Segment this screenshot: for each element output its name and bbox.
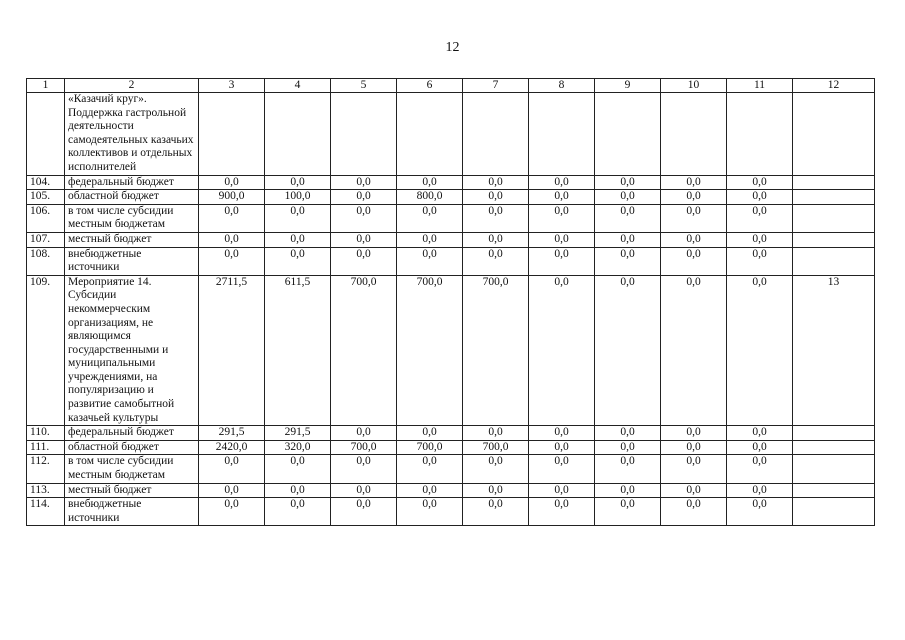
table-row	[27, 190, 875, 205]
value-cell-col-8: 0,0	[529, 426, 595, 441]
column-header-10: 10	[661, 79, 727, 93]
value-cell-col-11: 0,0	[727, 275, 793, 426]
column-header-4: 4	[265, 79, 331, 93]
column-header-11: 11	[727, 79, 793, 93]
value-cell-col-12	[793, 483, 875, 498]
value-cell-col-4: 291,5	[265, 426, 331, 441]
value-cell-col-10: 0,0	[661, 204, 727, 232]
row-label: внебюджетные источники	[65, 498, 199, 526]
value-cell-col-4: 0,0	[265, 204, 331, 232]
value-cell-col-4: 0,0	[265, 498, 331, 526]
value-cell-col-10: 0,0	[661, 440, 727, 455]
value-cell-col-3: 0,0	[199, 455, 265, 483]
value-cell-col-10: 0,0	[661, 190, 727, 205]
value-cell-col-9: 0,0	[595, 455, 661, 483]
value-cell-col-12	[793, 498, 875, 526]
value-cell-col-11: 0,0	[727, 247, 793, 275]
value-cell-col-5: 0,0	[331, 190, 397, 205]
value-cell-col-7: 0,0	[463, 455, 529, 483]
value-cell-col-11: 0,0	[727, 175, 793, 190]
row-number: 104.	[27, 175, 65, 190]
value-cell-col-9: 0,0	[595, 204, 661, 232]
value-cell-col-4	[265, 93, 331, 176]
value-cell-col-3: 0,0	[199, 247, 265, 275]
value-cell-col-5: 700,0	[331, 275, 397, 426]
value-cell-col-8: 0,0	[529, 440, 595, 455]
value-cell-col-8: 0,0	[529, 204, 595, 232]
value-cell-col-3	[199, 93, 265, 176]
value-cell-col-3: 0,0	[199, 232, 265, 247]
value-cell-col-12	[793, 204, 875, 232]
column-header-12: 12	[793, 79, 875, 93]
value-cell-col-8: 0,0	[529, 232, 595, 247]
value-cell-col-4: 100,0	[265, 190, 331, 205]
value-cell-col-8: 0,0	[529, 498, 595, 526]
value-cell-col-12	[793, 426, 875, 441]
value-cell-col-3: 0,0	[199, 498, 265, 526]
row-label: в том числе субсидии местным бюджетам	[65, 455, 199, 483]
row-number: 105.	[27, 190, 65, 205]
table-row	[27, 204, 875, 232]
value-cell-col-12: 13	[793, 275, 875, 426]
table-row	[27, 426, 875, 441]
value-cell-col-5: 0,0	[331, 498, 397, 526]
table-row	[27, 483, 875, 498]
row-number: 112.	[27, 455, 65, 483]
value-cell-col-12	[793, 175, 875, 190]
row-number: 108.	[27, 247, 65, 275]
value-cell-col-4: 0,0	[265, 247, 331, 275]
row-label: Мероприятие 14. Субсидии некоммерческим организациям, не являющимся государственными и муниципальными учреждениями, на популяризацию и развитие самобытной казачьей культуры	[65, 275, 199, 426]
value-cell-col-10: 0,0	[661, 247, 727, 275]
value-cell-col-3: 2711,5	[199, 275, 265, 426]
value-cell-col-6: 700,0	[397, 275, 463, 426]
value-cell-col-6: 0,0	[397, 455, 463, 483]
value-cell-col-6: 0,0	[397, 247, 463, 275]
value-cell-col-8: 0,0	[529, 483, 595, 498]
value-cell-col-4: 0,0	[265, 455, 331, 483]
table-row	[27, 247, 875, 275]
value-cell-col-3: 0,0	[199, 204, 265, 232]
value-cell-col-9	[595, 93, 661, 176]
value-cell-col-7: 700,0	[463, 275, 529, 426]
value-cell-col-10	[661, 93, 727, 176]
value-cell-col-12	[793, 247, 875, 275]
value-cell-col-4: 320,0	[265, 440, 331, 455]
value-cell-col-7: 0,0	[463, 204, 529, 232]
value-cell-col-7: 0,0	[463, 483, 529, 498]
column-header-5: 5	[331, 79, 397, 93]
value-cell-col-9: 0,0	[595, 275, 661, 426]
column-header-9: 9	[595, 79, 661, 93]
value-cell-col-5: 700,0	[331, 440, 397, 455]
value-cell-col-4: 611,5	[265, 275, 331, 426]
value-cell-col-5: 0,0	[331, 232, 397, 247]
row-label: местный бюджет	[65, 232, 199, 247]
value-cell-col-3: 0,0	[199, 175, 265, 190]
value-cell-col-10: 0,0	[661, 426, 727, 441]
value-cell-col-10: 0,0	[661, 275, 727, 426]
value-cell-col-6: 0,0	[397, 232, 463, 247]
value-cell-col-9: 0,0	[595, 232, 661, 247]
value-cell-col-3: 2420,0	[199, 440, 265, 455]
page-number: 12	[445, 40, 460, 55]
row-label: внебюджетные источники	[65, 247, 199, 275]
column-header-2: 2	[65, 79, 199, 93]
table-row	[27, 175, 875, 190]
value-cell-col-7: 0,0	[463, 498, 529, 526]
column-header-1: 1	[27, 79, 65, 93]
table-row	[27, 275, 875, 426]
value-cell-col-9: 0,0	[595, 426, 661, 441]
value-cell-col-5: 0,0	[331, 455, 397, 483]
value-cell-col-10: 0,0	[661, 498, 727, 526]
value-cell-col-11: 0,0	[727, 440, 793, 455]
value-cell-col-12	[793, 232, 875, 247]
table-row	[27, 232, 875, 247]
value-cell-col-8: 0,0	[529, 190, 595, 205]
value-cell-col-11: 0,0	[727, 455, 793, 483]
value-cell-col-6: 0,0	[397, 175, 463, 190]
column-header-3: 3	[199, 79, 265, 93]
column-header-6: 6	[397, 79, 463, 93]
value-cell-col-5: 0,0	[331, 204, 397, 232]
value-cell-col-7: 0,0	[463, 175, 529, 190]
value-cell-col-5	[331, 93, 397, 176]
row-number: 106.	[27, 204, 65, 232]
value-cell-col-9: 0,0	[595, 175, 661, 190]
value-cell-col-11: 0,0	[727, 190, 793, 205]
value-cell-col-5: 0,0	[331, 247, 397, 275]
value-cell-col-8: 0,0	[529, 175, 595, 190]
value-cell-col-10: 0,0	[661, 483, 727, 498]
row-label: местный бюджет	[65, 483, 199, 498]
table-body	[27, 93, 875, 526]
row-label: федеральный бюджет	[65, 175, 199, 190]
value-cell-col-10: 0,0	[661, 175, 727, 190]
value-cell-col-9: 0,0	[595, 247, 661, 275]
value-cell-col-7: 0,0	[463, 190, 529, 205]
row-label: областной бюджет	[65, 440, 199, 455]
value-cell-col-8	[529, 93, 595, 176]
table-row	[27, 440, 875, 455]
table-row	[27, 498, 875, 526]
value-cell-col-6: 0,0	[397, 204, 463, 232]
value-cell-col-12	[793, 440, 875, 455]
value-cell-col-4: 0,0	[265, 232, 331, 247]
value-cell-col-6: 800,0	[397, 190, 463, 205]
value-cell-col-11: 0,0	[727, 204, 793, 232]
value-cell-col-7: 0,0	[463, 232, 529, 247]
value-cell-col-4: 0,0	[265, 175, 331, 190]
row-label: федеральный бюджет	[65, 426, 199, 441]
header-row	[27, 79, 875, 93]
column-header-8: 8	[529, 79, 595, 93]
value-cell-col-3: 900,0	[199, 190, 265, 205]
value-cell-col-9: 0,0	[595, 483, 661, 498]
value-cell-col-10: 0,0	[661, 232, 727, 247]
row-number: 109.	[27, 275, 65, 426]
value-cell-col-8: 0,0	[529, 275, 595, 426]
row-label: «Казачий круг». Поддержка гастрольной деятельности самодеятельных казачьих коллективов и отдельных исполнителей	[65, 93, 199, 176]
value-cell-col-11: 0,0	[727, 483, 793, 498]
value-cell-col-3: 291,5	[199, 426, 265, 441]
value-cell-col-6: 700,0	[397, 440, 463, 455]
value-cell-col-12	[793, 93, 875, 176]
budget-table	[26, 78, 875, 526]
value-cell-col-7	[463, 93, 529, 176]
value-cell-col-11	[727, 93, 793, 176]
value-cell-col-5: 0,0	[331, 175, 397, 190]
value-cell-col-7: 0,0	[463, 247, 529, 275]
value-cell-col-8: 0,0	[529, 455, 595, 483]
table-header	[27, 79, 875, 93]
table-row	[27, 455, 875, 483]
value-cell-col-8: 0,0	[529, 247, 595, 275]
value-cell-col-3: 0,0	[199, 483, 265, 498]
value-cell-col-5: 0,0	[331, 483, 397, 498]
value-cell-col-7: 0,0	[463, 426, 529, 441]
value-cell-col-11: 0,0	[727, 426, 793, 441]
table-row	[27, 93, 875, 176]
value-cell-col-9: 0,0	[595, 440, 661, 455]
row-number	[27, 93, 65, 176]
row-label: в том числе субсидии местным бюджетам	[65, 204, 199, 232]
value-cell-col-6	[397, 93, 463, 176]
value-cell-col-12	[793, 190, 875, 205]
row-number: 113.	[27, 483, 65, 498]
value-cell-col-12	[793, 455, 875, 483]
value-cell-col-7: 700,0	[463, 440, 529, 455]
value-cell-col-11: 0,0	[727, 232, 793, 247]
value-cell-col-6: 0,0	[397, 426, 463, 441]
value-cell-col-6: 0,0	[397, 483, 463, 498]
row-number: 110.	[27, 426, 65, 441]
value-cell-col-4: 0,0	[265, 483, 331, 498]
value-cell-col-10: 0,0	[661, 455, 727, 483]
value-cell-col-11: 0,0	[727, 498, 793, 526]
row-label: областной бюджет	[65, 190, 199, 205]
value-cell-col-9: 0,0	[595, 190, 661, 205]
value-cell-col-6: 0,0	[397, 498, 463, 526]
value-cell-col-9: 0,0	[595, 498, 661, 526]
row-number: 107.	[27, 232, 65, 247]
value-cell-col-5: 0,0	[331, 426, 397, 441]
column-header-7: 7	[463, 79, 529, 93]
row-number: 111.	[27, 440, 65, 455]
row-number: 114.	[27, 498, 65, 526]
